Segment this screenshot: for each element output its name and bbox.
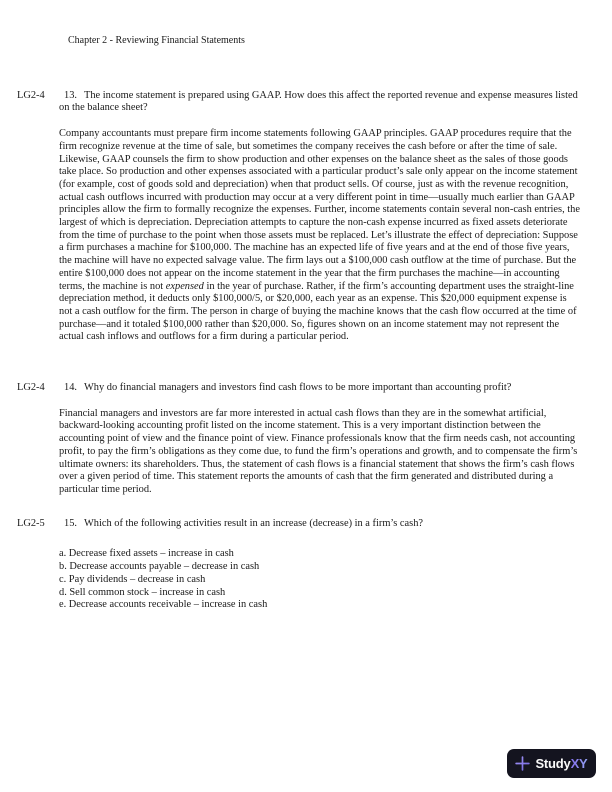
question-content bbox=[59, 90, 582, 344]
answer-14-text: Financial managers and investors are far more interested in actual cash flows than they are in the somewhat artificial, backward-looking accounting profit listed on the income statement. This is a very important distinction between the accounting point of view and the finance point of view. Finance professionals know that the firm needs cash, not accounting profit, to pay the firm’s obligations as they come due, to fund the firm’s operations and growth, and to compensate the firm’s ultimate owners: its shareholders. Thus, the statement of cash flows is a financial statement that shows the firm’s cash flows over a given period of time. This statement reports the amounts of cash that the firm generated and distributed during a particular time period. bbox=[59, 407, 578, 495]
question-content bbox=[59, 382, 582, 497]
studyxy-logo bbox=[507, 749, 596, 778]
answer-13-text bbox=[59, 128, 582, 344]
answer-part-before: Company accountants must prepare firm income statements following GAAP principles. GAAP procedures require that the firm recognize revenue at the time of sale, but sometimes the company receives the cash before or after the time of sale. Likewise, GAAP counsels the firm to show production and other expenses on the balance sheet as the sales of those goods take place. So production and other expenses associated with a particular product’s sale only appear on the income statement (for example, cost of goods sold and depreciation) when that product sells. Of course, just as with the revenue recognition, actual cash outflows incurred with production may occur at a very different point in time—usually much earlier than GAAP principles allow the firm to formally recognize the expenses. Further, income statements contain several non-cash entries, the largest of which is depreciation. Depreciation attempts to capture the non-cash expense incurred as fixed assets deteriorate from the time of purchase to the point when those assets must be replaced. Let’s illustrate the effect of depreciation: Suppose a firm purchases a machine for $100,000. The machine has an expected life of five years and at the end of those five years, the machine will have no expected salvage value. The firm lays out a $100,000 cash outflow at the time of purchase. But the entire $100,000 does not appear on the income statement in the year that the firm purchases the machine—in accounting terms, the machine is not bbox=[59, 128, 580, 292]
question-number: 15. bbox=[64, 517, 77, 529]
answer-options-list bbox=[59, 548, 582, 612]
page-header: Chapter 2 - Reviewing Financial Statements bbox=[68, 35, 245, 46]
option-b: b. Decrease accounts payable – decrease in cash bbox=[59, 561, 260, 573]
question-13-text bbox=[59, 90, 582, 115]
question-number: 13. bbox=[64, 89, 77, 101]
question-content bbox=[59, 518, 582, 612]
option-a: a. Decrease fixed assets – increase in cash bbox=[59, 548, 234, 560]
question-block-13 bbox=[17, 90, 582, 344]
option-e: e. Decrease accounts receivable – increase in cash bbox=[59, 599, 268, 611]
question-15-text bbox=[59, 518, 582, 531]
lg-tag: LG2-4 bbox=[17, 382, 45, 394]
question-text: Which of the following activities result in an increase (decrease) in a firm’s cash? bbox=[84, 517, 424, 529]
question-number: 14. bbox=[64, 382, 77, 394]
answer-part-italic: expensed bbox=[165, 280, 204, 292]
question-text: Why do financial managers and investors find cash flows to be more important than accounting profit? bbox=[84, 382, 512, 394]
question-block-14 bbox=[17, 382, 582, 497]
logo-text-study: Study bbox=[535, 756, 571, 771]
lg-tag: LG2-4 bbox=[17, 89, 45, 101]
question-text: The income statement is prepared using GAAP. How does this affect the reported revenue and expense measures listed on the balance sheet? bbox=[59, 89, 578, 114]
question-block-15 bbox=[17, 518, 582, 612]
logo-text-xy: XY bbox=[570, 756, 588, 771]
option-d: d. Sell common stock – increase in cash bbox=[59, 586, 226, 598]
answer-part-after: in the year of purchase. Rather, if the firm’s accounting department uses the straight-line depreciation method, it deducts only $100,000/5, or $20,000, each year as an expense. This $20,000 equipment expense is not a cash outflow for the firm. The person in charge of buying the machine knows that the cash flow occurred at the time of purchase—and it totaled $100,000 rather than $20,000. So, figures shown on an income statement may not represent the actual cash inflows and outflows for a firm during a particular period. bbox=[59, 280, 577, 343]
lg-tag: LG2-5 bbox=[17, 517, 45, 529]
plus-icon bbox=[515, 756, 530, 771]
option-c: c. Pay dividends – decrease in cash bbox=[59, 573, 206, 585]
logo-wordmark bbox=[535, 757, 587, 770]
question-14-text bbox=[59, 382, 582, 395]
